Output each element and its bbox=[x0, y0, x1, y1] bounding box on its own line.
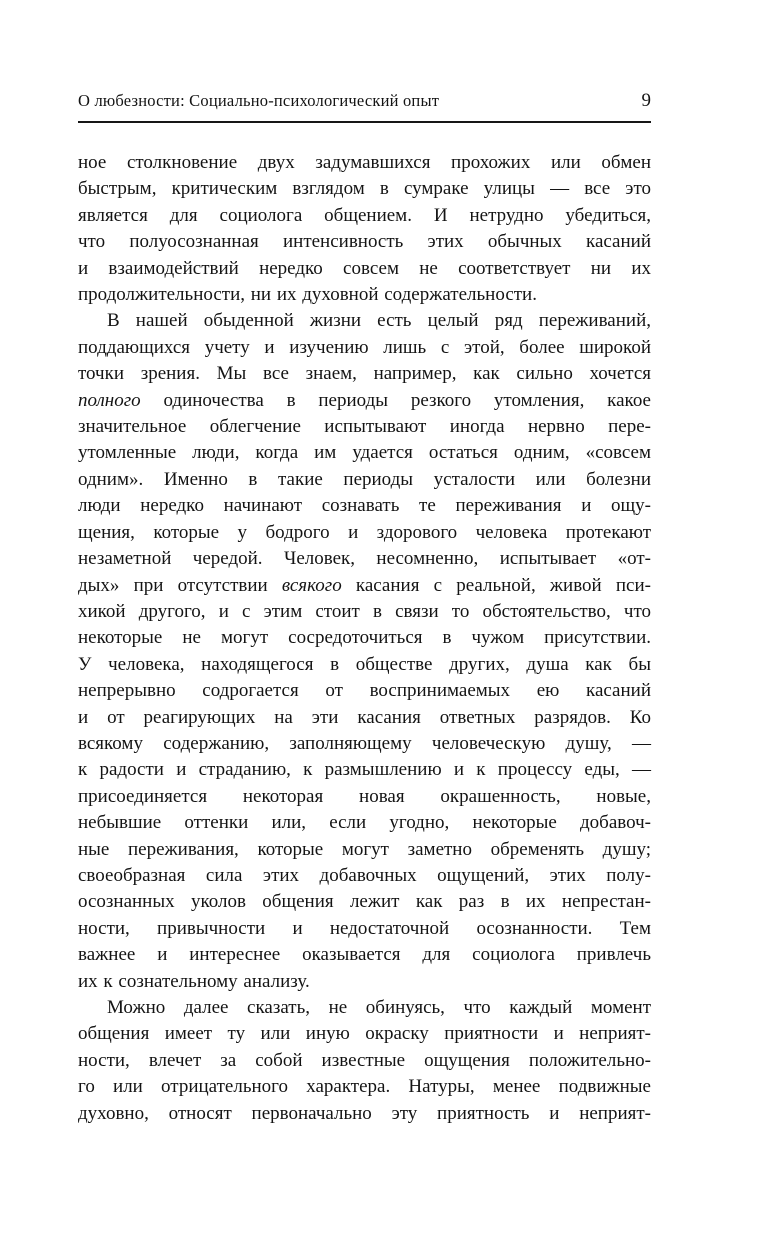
text-line: присоединяется некоторая новая окрашенность, новые, bbox=[78, 785, 651, 807]
text-line: ности, влечет за собой известные ощущения положительно- bbox=[78, 1049, 651, 1071]
text-line: значительное облегчение испытывают иногда нервно пере- bbox=[78, 416, 651, 438]
text-line: поддающихся учету и изучению лишь с этой, более широкой bbox=[78, 336, 651, 358]
text-line: ные переживания, которые могут заметно обременять душу; bbox=[78, 838, 651, 860]
text-line: и от реагирующих на эти касания ответных разрядов. Ко bbox=[78, 706, 651, 728]
text-line: У человека, находящегося в обществе других, душа как бы bbox=[78, 653, 651, 675]
text-line: одним». Именно в такие периоды усталости или болезни bbox=[78, 468, 651, 490]
paragraph bbox=[78, 150, 651, 308]
text-line: Можно далее сказать, не обинуясь, что каждый момент bbox=[107, 997, 651, 1018]
text-line: люди нередко начинают сознавать те переживания и ощу- bbox=[78, 495, 651, 517]
paragraph bbox=[78, 995, 651, 1127]
running-header bbox=[78, 90, 651, 123]
text-line: их к сознательному анализу. bbox=[78, 970, 310, 992]
page-number: 9 bbox=[641, 90, 651, 111]
text-line: быстрым, критическим взглядом в сумраке улицы — все это bbox=[78, 178, 651, 200]
text-line: к радости и страданию, к размышлению и к процессу еды, — bbox=[78, 759, 651, 781]
text-line: утомленные люди, когда им удается остаться одним, «совсем bbox=[78, 442, 651, 464]
text-line: некоторые не могут сосредоточиться в чужом присутствии. bbox=[78, 627, 651, 649]
text-line: полного одиночества в периоды резкого утомления, какое bbox=[78, 389, 651, 411]
text-block bbox=[78, 150, 651, 1127]
text-line: является для социолога общением. И нетрудно убедиться, bbox=[78, 204, 651, 226]
text-line: незаметной чередой. Человек, несомненно, испытывает «от- bbox=[78, 548, 651, 570]
text-line: своеобразная сила этих добавочных ощущений, этих полу- bbox=[78, 864, 651, 886]
text-line: хикой другого, и с этим стоит в связи то обстоятельство, что bbox=[78, 600, 651, 622]
text-line: точки зрения. Мы все знаем, например, как сильно хочется bbox=[78, 363, 651, 385]
text-line: го или отрицательного характера. Натуры, менее подвижные bbox=[78, 1076, 651, 1098]
text-line: что полуосознанная интенсивность этих обычных касаний bbox=[78, 231, 651, 253]
text-line: дых» при отсутствии всякого касания с реальной, живой пси- bbox=[78, 574, 651, 596]
text-line: щения, которые у бодрого и здорового человека протекают bbox=[78, 521, 651, 543]
text-line: ности, привычности и недостаточной осознанности. Тем bbox=[78, 917, 651, 939]
text-line: и взаимодействий нередко совсем не соответствует ни их bbox=[78, 257, 651, 279]
text-line: общения имеет ту или иную окраску приятности и неприят- bbox=[78, 1023, 651, 1045]
text-line: ное столкновение двух задумавшихся прохожих или обмен bbox=[78, 152, 651, 173]
text-line: В нашей обыденной жизни есть целый ряд переживаний, bbox=[107, 310, 651, 332]
running-header-title: О любезности: Социально-психологический опыт bbox=[78, 91, 440, 110]
text-line: осознанных уколов общения лежит как раз в их непрестан- bbox=[78, 891, 651, 913]
text-line: важнее и интереснее оказывается для социолога привлечь bbox=[78, 944, 651, 966]
text-line: небывшие оттенки или, если угодно, некоторые добавоч- bbox=[78, 812, 651, 834]
text-line: продолжительности, ни их духовной содержательности. bbox=[78, 284, 537, 306]
text-line: всякому содержанию, заполняющему человеческую душу, — bbox=[78, 732, 651, 754]
paragraph bbox=[78, 308, 651, 995]
text-line: непрерывно содрогается от воспринимаемых ею касаний bbox=[78, 680, 651, 702]
text-line: духовно, относят первоначально эту приятность и неприят- bbox=[78, 1102, 651, 1124]
